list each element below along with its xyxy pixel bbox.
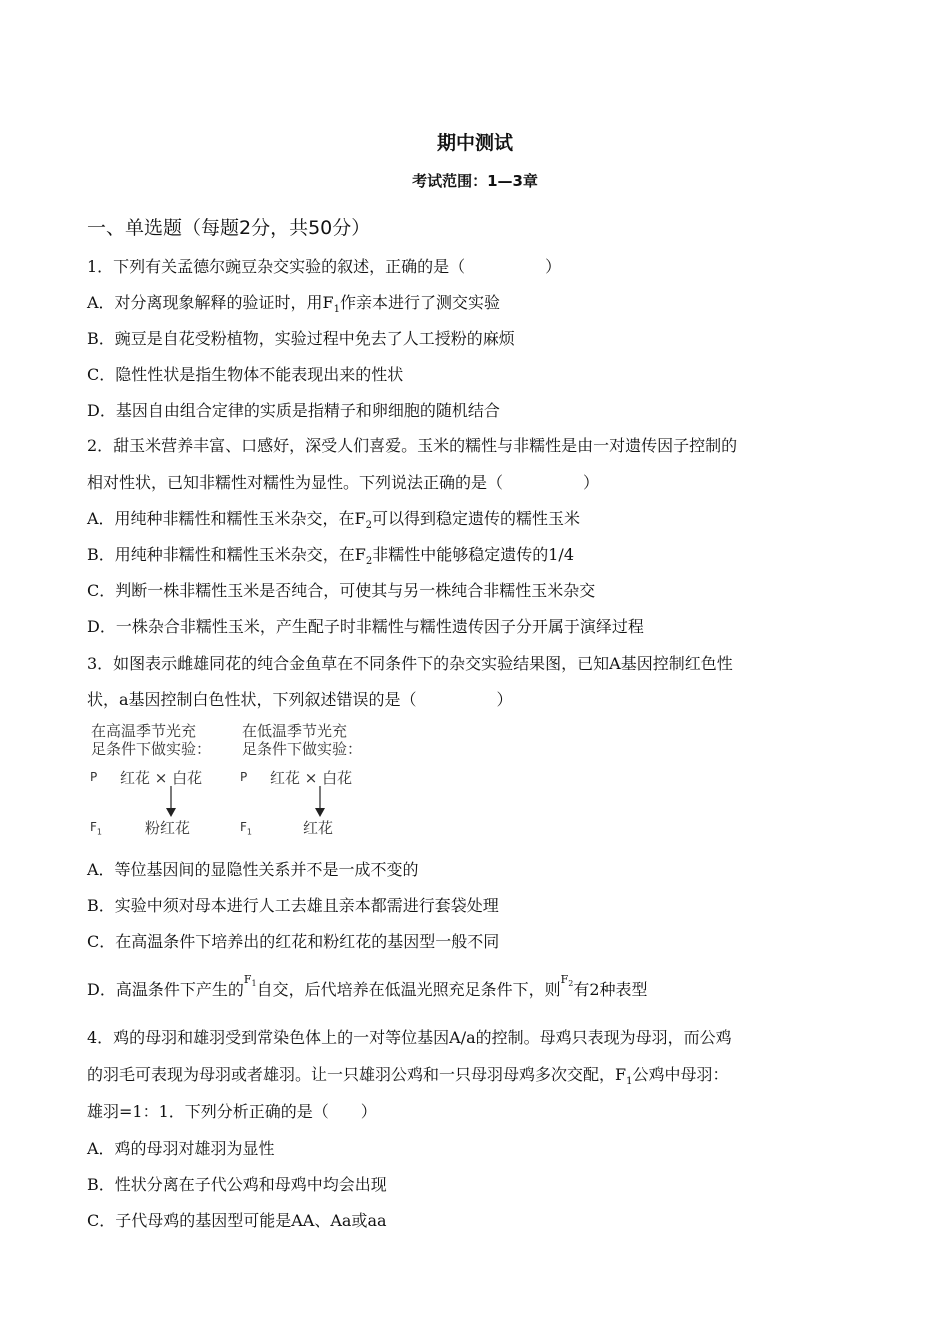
diagram-left-condition-2: 足条件下做实验：: [91, 740, 212, 758]
page-title: 期中测试: [436, 132, 513, 154]
q4-stem-line2: 的羽毛可表现为母羽或者雄羽。让一只雄羽公鸡和一只母羽母鸡多次交配，$F_1$公鸡中母羽：: [87, 1065, 729, 1088]
q3-option-c: C．在高温条件下培养出的红花和粉红花的基因型一般不同: [87, 932, 500, 951]
q4-option-b: B．性状分离在子代公鸡和母鸡中均会出现: [87, 1175, 387, 1194]
q1-option-d: D．基因自由组合定律的实质是指精子和卵细胞的随机结合: [87, 401, 500, 420]
q2-option-c: C．判断一株非糯性玉米是否纯合，可使其与另一株纯合非糯性玉米杂交: [87, 581, 596, 600]
q1-option-a: A．对分离现象解释的验证时，用$F_1$作亲本进行了测交实验: [87, 293, 501, 316]
q2-stem-line2: 相对性状，已知非糯性对糯性为显性。下列说法正确的是（ ）: [87, 473, 600, 492]
q3-stem-line2: 状，a基因控制白色性状，下列叙述错误的是（ ）: [87, 690, 513, 709]
diagram-right-condition-2: 足条件下做实验：: [242, 740, 363, 758]
q4-stem-line1: 4．鸡的母羽和雄羽受到常染色体上的一对等位基因A/a的控制。母鸡只表现为母羽，而公鸡: [87, 1028, 732, 1047]
q4-option-c: C．子代母鸡的基因型可能是AA、Aa或aa: [87, 1211, 387, 1230]
q3-option-d: D．高温条件下产生的$^{F_1}$自交，后代培养在低温光照充足条件下，则$^{F_2}$有2种表型: [87, 973, 648, 999]
q2-option-d: D．一株杂合非糯性玉米，产生配子时非糯性与糯性遗传因子分开属于演绎过程: [87, 617, 644, 636]
diagram-left-result: 粉红花: [145, 819, 191, 837]
diagram-right-condition-1: 在低温季节光充: [242, 722, 348, 740]
diagram-p-label-right: P: [240, 770, 248, 784]
diagram-right-result: 红花: [303, 819, 334, 837]
diagram-f1-label-left: $F_1$: [90, 820, 102, 837]
q2-stem-line1: 2．甜玉米营养丰富、口感好，深受人们喜爱。玉米的糯性与非糯性是由一对遗传因子控制的: [87, 436, 738, 455]
diagram-left-condition-1: 在高温季节光充: [91, 722, 197, 740]
diagram-right-cross: 红花 × 白花: [270, 769, 353, 787]
section-heading: 一、单选题（每题2分，共50分）: [87, 217, 371, 239]
q1-option-b: B．豌豆是自花受粉植物，实验过程中免去了人工授粉的麻烦: [87, 329, 515, 348]
q1-option-c: C．隐性性状是指生物体不能表现出来的性状: [87, 365, 404, 384]
q4-option-a: A．鸡的母羽对雄羽为显性: [87, 1139, 275, 1158]
diagram-f1-label-right: $F_1$: [240, 820, 252, 837]
q3-option-b: B．实验中须对母本进行人工去雄且亲本都需进行套袋处理: [87, 896, 499, 915]
q2-option-b: B．用纯种非糯性和糯性玉米杂交，在$F_2$非糯性中能够稳定遗传的1/4: [87, 545, 575, 568]
diagram-right-arrow: [313, 786, 327, 818]
diagram-left-cross: 红花 × 白花: [120, 769, 203, 787]
q3-option-a: A．等位基因间的显隐性关系并不是一成不变的: [87, 860, 419, 879]
q2-option-a: A．用纯种非糯性和糯性玉米杂交，在$F_2$可以得到稳定遗传的糯性玉米: [87, 509, 581, 532]
diagram-left-arrow: [164, 786, 178, 818]
diagram-p-label-left: P: [90, 770, 98, 784]
q1-stem: 1．下列有关孟德尔豌豆杂交实验的叙述，正确的是（ ）: [87, 257, 562, 276]
q4-stem-line3: 雄羽=1：1．下列分析正确的是（ ）: [87, 1102, 377, 1121]
q3-stem-line1: 3．如图表示雌雄同花的纯合金鱼草在不同条件下的杂交实验结果图，已知A基因控制红色性: [87, 654, 733, 673]
exam-scope: 考试范围：1—3章: [412, 172, 538, 190]
